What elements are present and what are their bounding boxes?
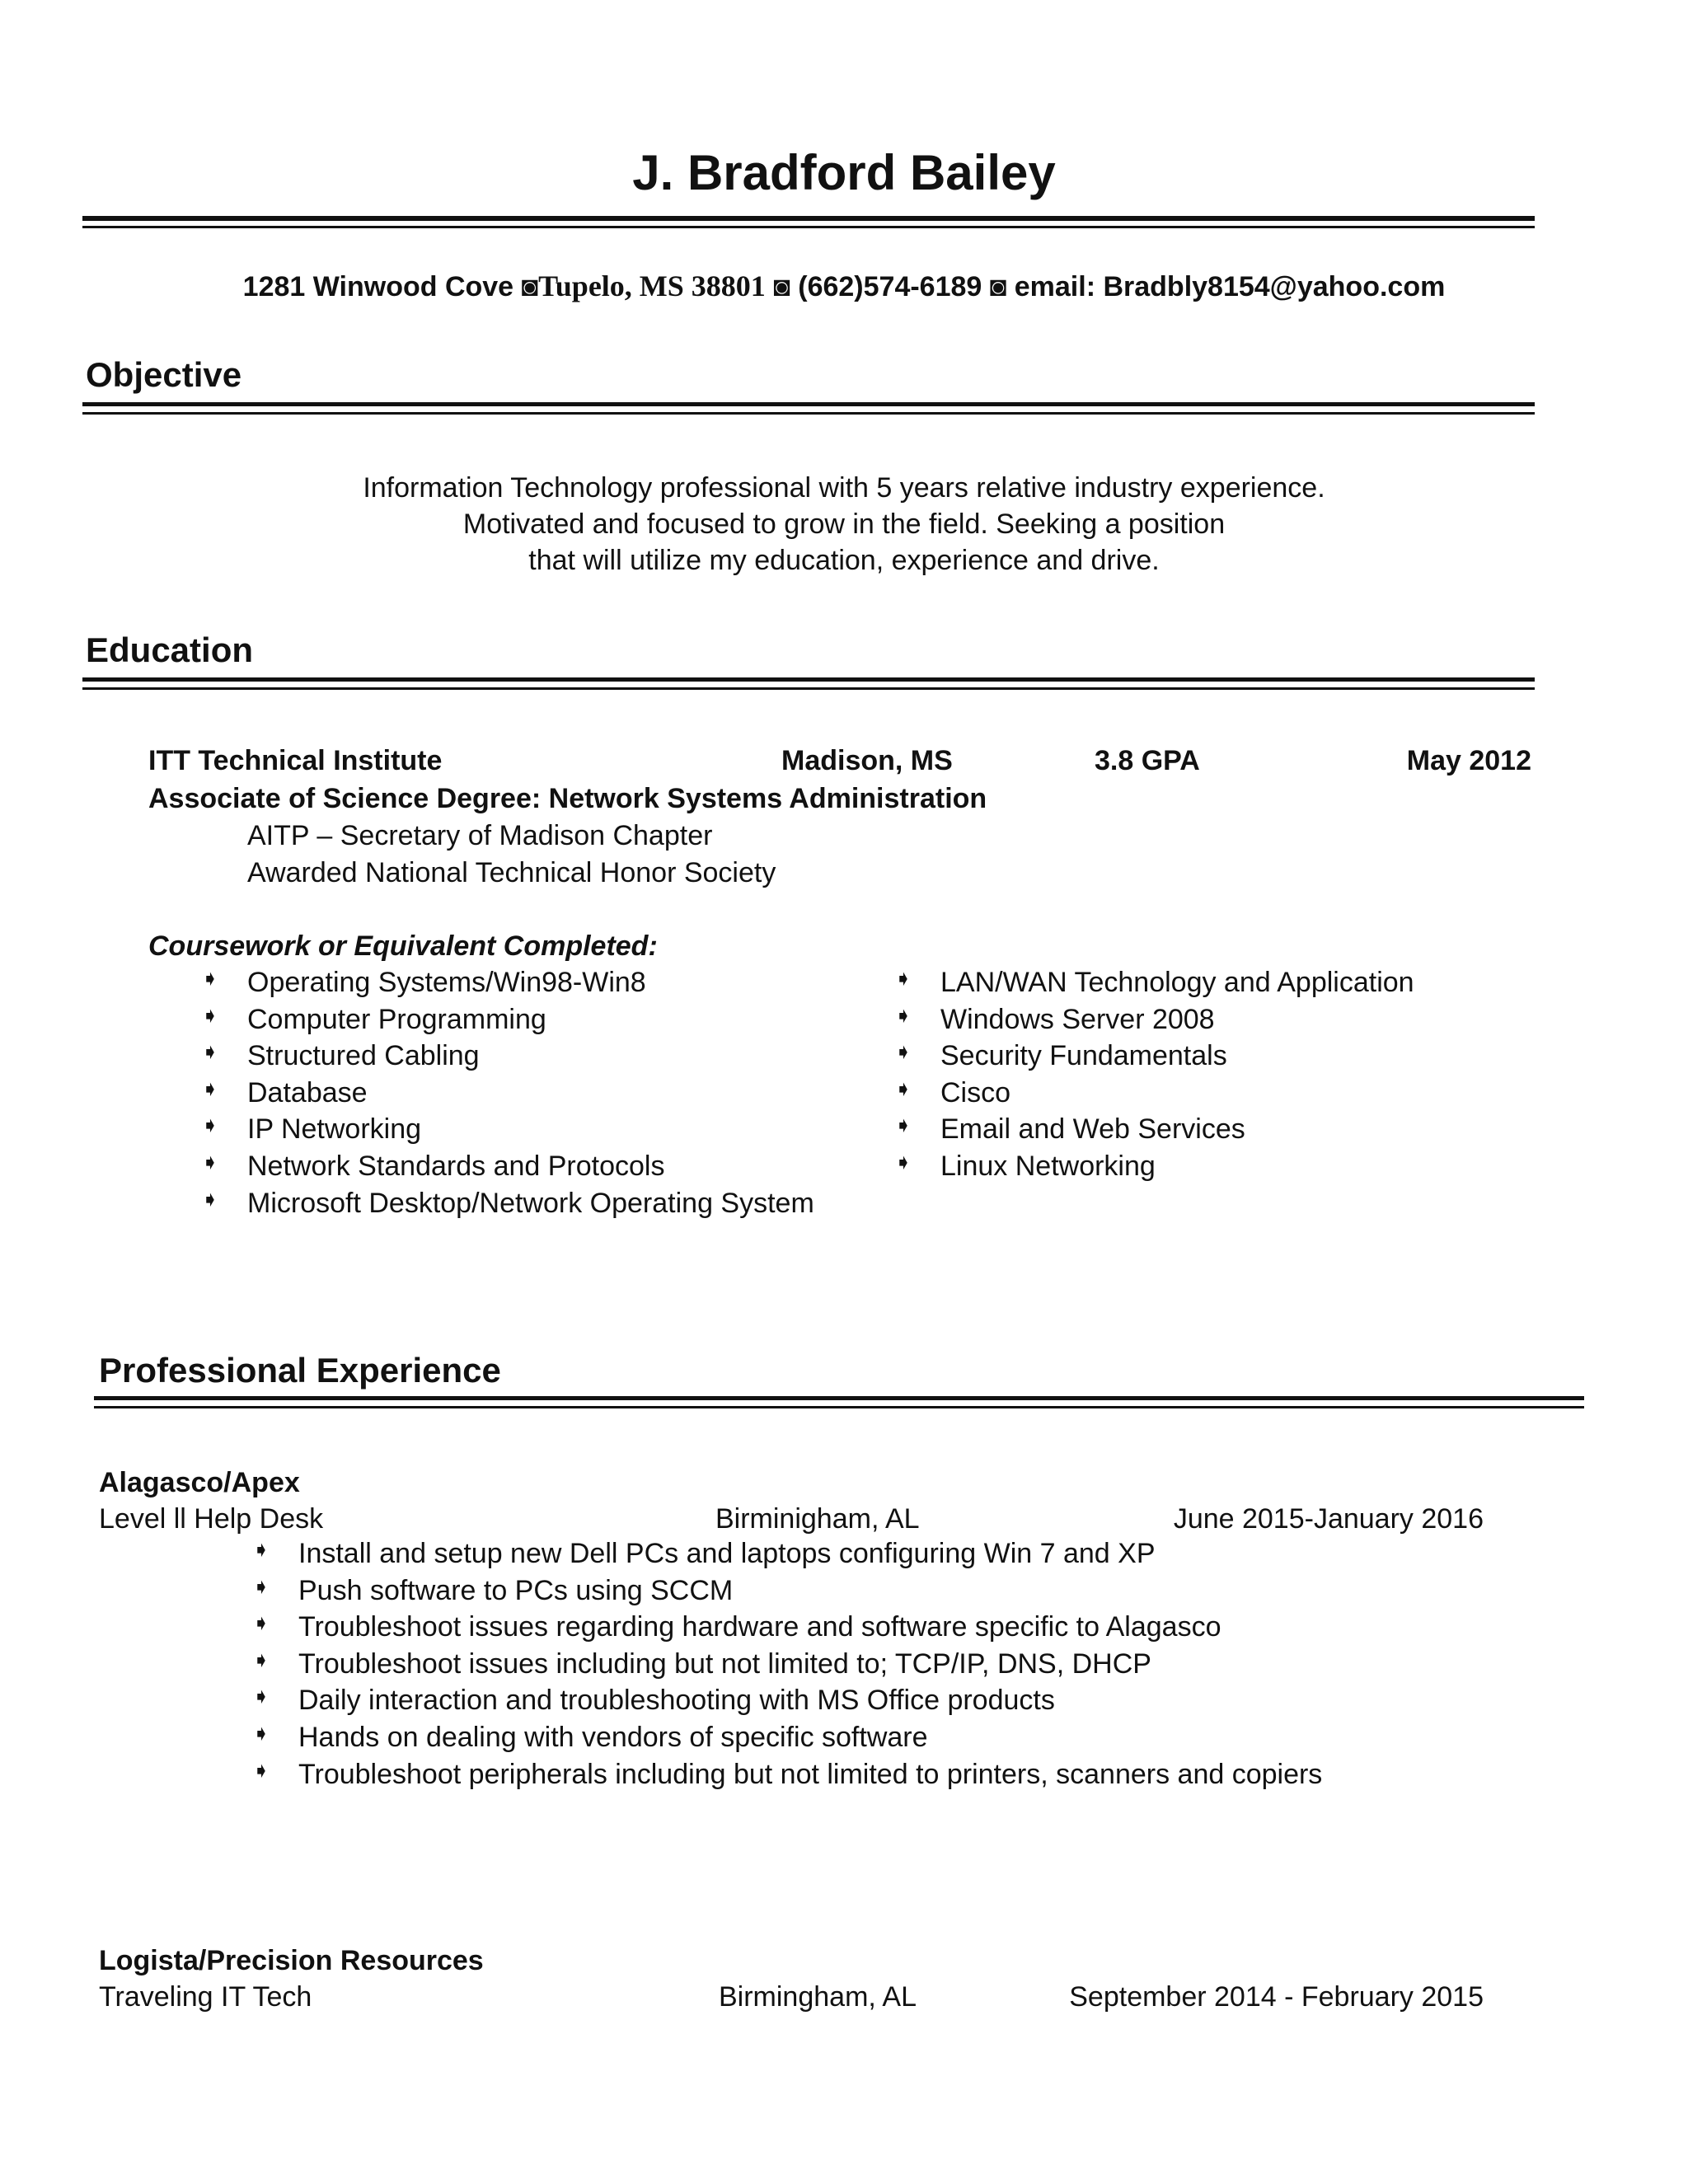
inverse-bullet-icon: ◙	[765, 271, 799, 302]
list-item: ➧ Troubleshoot issues regarding hardware and software specific to Alagasco	[252, 1610, 1221, 1643]
job-role: Traveling IT Tech	[99, 1981, 312, 2013]
contact-phone: (662)574-6189	[798, 271, 982, 302]
arrow-bullet-icon: ➧	[252, 1537, 270, 1562]
education-date: May 2012	[1406, 745, 1531, 776]
arrow-bullet-icon: ➧	[201, 1076, 219, 1101]
education-degree: Associate of Science Degree: Network Systems Administration	[148, 783, 987, 814]
contact-street: 1281 Winwood Cove	[242, 271, 514, 302]
arrow-bullet-icon: ➧	[894, 1002, 912, 1028]
job-location: Birmingham, AL	[719, 1981, 917, 2013]
arrow-bullet-icon: ➧	[252, 1757, 270, 1783]
list-item: ➧ Troubleshoot peripherals including but not limited to printers, scanners and copiers	[252, 1757, 1323, 1790]
objective-text	[0, 470, 1688, 579]
arrow-bullet-icon: ➧	[894, 1113, 912, 1138]
arrow-bullet-icon: ➧	[252, 1610, 270, 1636]
list-item: ➧ Operating Systems/Win98-Win8	[201, 966, 646, 998]
arrow-bullet-icon: ➧	[201, 1039, 219, 1065]
coursework-list-right	[894, 964, 1414, 1185]
header-rule-thick	[82, 216, 1535, 221]
header-rule-thin	[82, 226, 1535, 228]
objective-title: Objective	[86, 355, 242, 394]
candidate-name: J. Bradford Bailey	[632, 145, 1056, 200]
list-item: ➧ Windows Server 2008	[894, 1002, 1215, 1035]
list-item: ➧ Cisco	[894, 1076, 1011, 1108]
job-company: Logista/Precision Resources	[99, 1945, 484, 1976]
job-role: Level ll Help Desk	[99, 1503, 324, 1535]
contact-line	[0, 269, 1688, 303]
objective-line: that will utilize my education, experience and drive.	[528, 545, 1160, 576]
objective-rule-thick	[82, 402, 1535, 406]
arrow-bullet-icon: ➧	[894, 966, 912, 991]
arrow-bullet-icon: ➧	[201, 1149, 219, 1174]
education-rule-thin	[82, 687, 1535, 690]
list-item: ➧ Linux Networking	[894, 1149, 1156, 1182]
contact-email: email: Bradbly8154@yahoo.com	[1014, 271, 1446, 302]
arrow-bullet-icon: ➧	[894, 1149, 912, 1174]
list-item: ➧ Computer Programming	[201, 1002, 546, 1035]
experience-rule-thin	[94, 1406, 1584, 1408]
list-item: ➧ Microsoft Desktop/Network Operating System	[201, 1186, 814, 1219]
list-item: ➧ Daily interaction and troubleshooting with MS Office products	[252, 1684, 1055, 1717]
inverse-bullet-icon: ◙	[982, 271, 1015, 302]
arrow-bullet-icon: ➧	[894, 1039, 912, 1065]
job-location: Birminigham, AL	[715, 1503, 920, 1535]
arrow-bullet-icon: ➧	[201, 1113, 219, 1138]
arrow-bullet-icon: ➧	[201, 1002, 219, 1028]
contact-city: Tupelo, MS 38801	[538, 269, 766, 302]
education-location: Madison, MS	[781, 745, 953, 776]
list-item: ➧ IP Networking	[201, 1113, 422, 1146]
education-gpa: 3.8 GPA	[1095, 745, 1200, 776]
list-item: ➧ Install and setup new Dell PCs and laptops configuring Win 7 and XP	[252, 1537, 1156, 1569]
objective-rule-thin	[82, 412, 1535, 415]
education-honor: AITP – Secretary of Madison Chapter	[247, 820, 713, 851]
education-honor: Awarded National Technical Honor Society	[247, 857, 776, 888]
job-dates: June 2015-January 2016	[1173, 1503, 1484, 1535]
list-item: ➧ Security Fundamentals	[894, 1039, 1227, 1072]
list-item: ➧ Email and Web Services	[894, 1113, 1245, 1146]
education-rule-thick	[82, 677, 1535, 682]
list-item: ➧ Structured Cabling	[201, 1039, 480, 1072]
objective-line: Motivated and focused to grow in the field. Seeking a position	[462, 509, 1226, 540]
arrow-bullet-icon: ➧	[201, 1186, 219, 1212]
experience-rule-thick	[94, 1396, 1584, 1400]
education-school: ITT Technical Institute	[148, 745, 443, 776]
experience-title: Professional Experience	[99, 1351, 501, 1390]
objective-line: Information Technology professional with 5 years relative industry experience.	[363, 472, 1325, 504]
arrow-bullet-icon: ➧	[201, 966, 219, 991]
coursework-list-left	[201, 964, 814, 1221]
list-item: ➧ Push software to PCs using SCCM	[252, 1573, 734, 1606]
education-title: Education	[86, 630, 254, 669]
inverse-bullet-icon: ◙	[513, 271, 539, 302]
list-item: ➧ Database	[201, 1076, 368, 1108]
job-bullets	[252, 1535, 1323, 1793]
arrow-bullet-icon: ➧	[252, 1573, 270, 1599]
job-company: Alagasco/Apex	[99, 1467, 300, 1498]
list-item: ➧ LAN/WAN Technology and Application	[894, 966, 1414, 998]
arrow-bullet-icon: ➧	[894, 1076, 912, 1101]
arrow-bullet-icon: ➧	[252, 1684, 270, 1709]
list-item: ➧ Network Standards and Protocols	[201, 1149, 665, 1182]
list-item: ➧ Hands on dealing with vendors of specific software	[252, 1720, 928, 1753]
list-item: ➧ Troubleshoot issues including but not limited to; TCP/IP, DNS, DHCP	[252, 1647, 1151, 1680]
arrow-bullet-icon: ➧	[252, 1720, 270, 1746]
job-dates: September 2014 - February 2015	[1069, 1981, 1484, 2013]
coursework-title: Coursework or Equivalent Completed:	[148, 930, 658, 962]
arrow-bullet-icon: ➧	[252, 1647, 270, 1672]
